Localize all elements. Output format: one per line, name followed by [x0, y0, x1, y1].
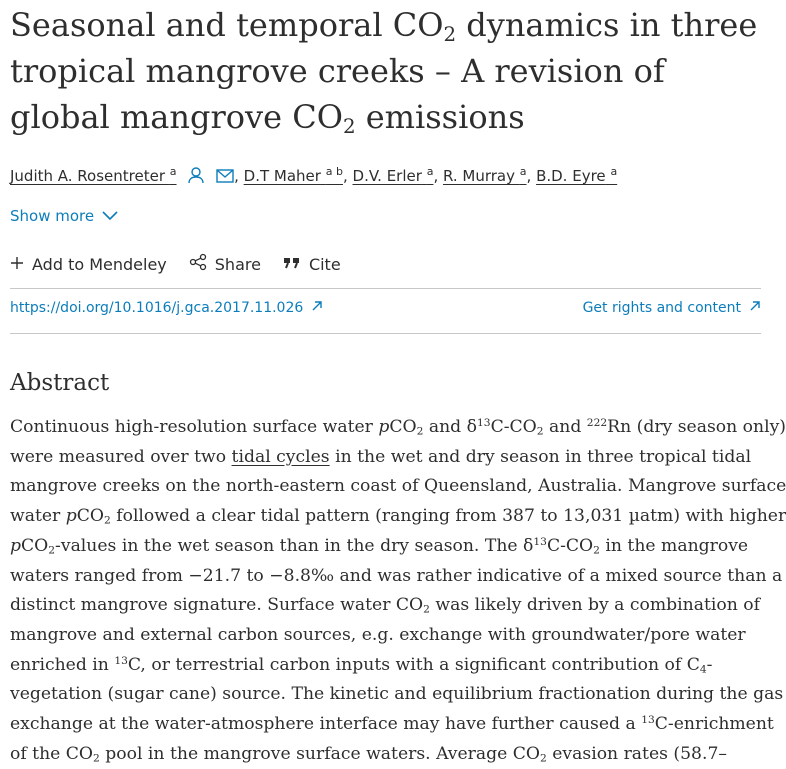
rights-link[interactable] [583, 300, 761, 316]
article-title: Seasonal and temporal $CO_2$ dynamics in three tropical mangrove creeks – A revision of global mangrove $CO_2$ emissions [10, 6, 758, 138]
envelope-icon[interactable] [216, 167, 234, 191]
divider [10, 333, 761, 334]
abstract-line: were measured over two tidal cycles in the wet and dry season in three tropical tidal [10, 446, 752, 467]
doi-link[interactable] [10, 300, 323, 316]
external-link-icon [749, 300, 761, 316]
tidal-cycles-link[interactable]: tidal cycles [231, 446, 330, 467]
add-to-mendeley-button[interactable] [10, 255, 167, 274]
abstract-line: exchange at the water-atmosphere interface may have further caused a $^{13}$C-enrichment [10, 713, 774, 735]
abstract-line: waters ranged from −21.7 to −8.8‰ and was rather indicative of a mixed source than a [10, 565, 783, 586]
share-label: Share [214, 254, 261, 274]
author-link[interactable]: B.D. Eyre $^a$ [536, 165, 618, 185]
abstract-line: pCO$_2$-values in the wet season than in the dry season. The $\delta^{13}C-CO_2$ in the mangrove [10, 534, 749, 557]
show-more-label: Show more [10, 207, 95, 225]
author-link[interactable]: R. Murray $^a$ [442, 165, 527, 185]
rights-text: Get rights and content [582, 300, 741, 316]
divider [10, 288, 761, 289]
person-icon[interactable] [187, 166, 205, 191]
chevron-down-icon [102, 207, 118, 225]
share-button[interactable] [189, 253, 261, 275]
cite-button[interactable] [283, 255, 341, 274]
plus-icon [10, 255, 24, 274]
abstract-line: distinct mangrove signature. Surface water $CO_2$ was likely driven by a combination of [10, 595, 760, 616]
abstract-line: enriched in $^{13}$C, or terrestrial carbon inputs with a significant contribution of $C_4-$ [10, 653, 713, 676]
abstract-heading: Abstract [10, 370, 110, 396]
author-link[interactable]: D.T Maher $^{a b}$ [243, 165, 343, 185]
abstract-line: water pCO$_2$ followed a clear tidal pattern (ranging from 387 to 13,031 µatm) with higher [10, 506, 786, 527]
abstract-line: of the $CO_2$ pool in the mangrove surface waters. Average $CO_2$ evasion rates (58.7– [10, 743, 727, 765]
article-actions [10, 253, 363, 275]
cite-label: Cite [308, 254, 341, 274]
doi-text: https://doi.org/10.1016/j.gca.2017.11.026 [10, 300, 304, 316]
doi-row [10, 300, 761, 316]
external-link-icon [311, 300, 323, 316]
add-to-mendeley-label: Add to Mendeley [32, 254, 167, 274]
quote-icon [283, 255, 301, 274]
abstract-line: mangrove and external carbon sources, e.g. exchange with groundwater/pore water [10, 624, 746, 645]
abstract-line: vegetation (sugar cane) source. The kinetic and equilibrium fractionation during the gas [10, 684, 784, 705]
show-more-button[interactable] [10, 207, 118, 225]
share-icon [189, 253, 207, 275]
author-link[interactable]: Judith A. Rosentreter $^a$ [10, 165, 177, 185]
author-list: Judith A. Rosentreter $^a$ , D.T Maher $^{a b}$, D.V. Erler $^a$, R. Murray $^a$, B.D. Eyre $^a$ [10, 160, 760, 191]
abstract-line: mangrove creeks on the north-eastern coast of Queensland, Australia. Mangrove surface [10, 476, 786, 497]
abstract-body [10, 413, 786, 769]
abstract-line: Continuous high-resolution surface water pCO$_2$ and $\delta^{13}C-CO_2$ and $^{222}$Rn (dry season only) [10, 416, 786, 438]
author-link[interactable]: D.V. Erler $^a$ [352, 165, 434, 185]
